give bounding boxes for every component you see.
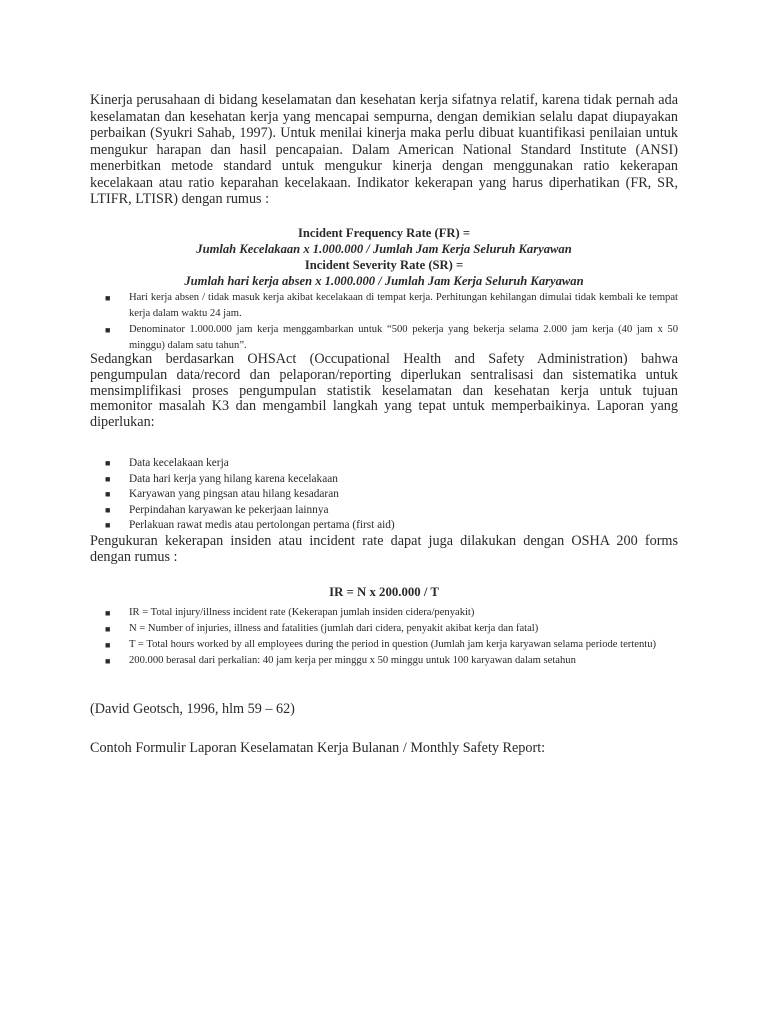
list-item: [90, 605, 678, 621]
sr-formula-text: Jumlah hari kerja absen x 1.000.000 / Jumlah Jam Kerja Seluruh Karyawan: [184, 274, 584, 288]
osha-paragraph: Sedangkan berdasarkan OHSAct (Occupational Health and Safety Administration) bahwa pengumpulan data/record dan pelaporan/reporting diperlukan sentralisasi dan sistematika untuk mensimplifikasi proses pengumpulan statistik keselamatan dan kesehatan kerja untuk tujuan memonitor masalah K3 dan mengambil langkah yang tepat untuk memperbaikinya. Laporan yang diperlukan:: [90, 351, 678, 431]
list-item: [90, 290, 678, 322]
fr-formula-text: Jumlah Kecelakaan x 1.000.000 / Jumlah Jam Kerja Seluruh Karyawan: [196, 242, 572, 256]
bullet-icon: ■: [105, 473, 111, 484]
list-item-text: Hari kerja absen / tidak masuk kerja akibat kecelakaan di tempat kerja. Perhitungan kehilangan dimulai tidak kembali ke tempat kerja dalam waktu 24 jam.: [129, 292, 678, 319]
bullet-icon: ■: [105, 458, 111, 468]
bullet-icon: ■: [105, 504, 111, 515]
list-item: [90, 637, 678, 653]
ir-notes-list: [90, 605, 678, 669]
bullet-icon: ■: [105, 608, 111, 618]
list-item-text: Perlakuan rawat medis atau pertolongan pertama (first aid): [129, 519, 395, 531]
list-item-text: Data hari kerja yang hilang karena kecelakaan: [129, 472, 338, 485]
ir-paragraph: Pengukuran kekerapan insiden atau incident rate dapat juga dilakukan dengan OSHA 200 forms dengan rumus :: [90, 533, 678, 565]
bullet-icon: ■: [105, 489, 111, 499]
reports-list: [90, 456, 678, 534]
bullet-icon: ■: [105, 656, 111, 666]
list-item-text: 200.000 berasal dari perkalian: 40 jam kerja per minggu x 50 minggu untuk 100 karyawan dalam setahun: [129, 655, 576, 666]
intro-paragraph: Kinerja perusahaan di bidang keselamatan dan kesehatan kerja sifatnya relatif, karena tidak pernah ada keselamatan dan kesehatan kerja yang mencapai sempurna, dengan demikian selalu dapat diupayakan perbaikan (Syukri Sahab, 1997). Untuk menilai kinerja maka perlu dibuat kuantifikasi penilaian untuk mengukur harapan dan hasil pencapaian. Dalam American National Standard Institute (ANSI) menerbitkan metode standard untuk mengukur kinerja dengan menggunakan ratio kekerapan kecelakaan atau ratio keparahan kecelakaan. Indikator kekerapan yang harus diperhatikan (FR, SR, LTIFR, LTISR) dengan rumus :: [90, 92, 678, 207]
list-item: [90, 456, 678, 472]
list-item-text: T = Total hours worked by all employees during the period in question (Jumlah jam kerja karyawan selama periode tertentu): [129, 639, 657, 650]
fr-title: Incident Frequency Rate (FR) =: [297, 226, 471, 240]
list-item: [90, 322, 678, 354]
list-item: [90, 487, 678, 503]
ir-formula: IR = N x 200.000 / T: [329, 585, 439, 599]
list-item-text: Perpindahan karyawan ke pekerjaan lainnya: [129, 503, 329, 516]
list-item: [90, 621, 678, 637]
list-item-text: Data kecelakaan kerja: [129, 457, 229, 469]
bullet-icon: ■: [105, 325, 111, 335]
citation: (David Geotsch, 1996, hlm 59 – 62): [90, 701, 295, 717]
form-caption: Contoh Formulir Laporan Keselamatan Kerja Bulanan / Monthly Safety Report:: [90, 740, 546, 756]
sr-title: Incident Severity Rate (SR) =: [304, 258, 464, 272]
fr-formula: [90, 242, 678, 258]
list-item: [90, 472, 678, 488]
sr-formula: [90, 274, 678, 290]
list-item-text: N = Number of injuries, illness and fatalities (jumlah dari cidera, penyakit akibat kerja dan fatal): [129, 623, 539, 634]
list-item-text: Denominator 1.000.000 jam kerja menggambarkan untuk “500 pekerja yang bekerja selama 2.000 jam kerja (40 jam x 50 minggu) dalam satu tahun”.: [129, 324, 678, 351]
bullet-icon: ■: [105, 520, 111, 530]
bullet-icon: ■: [105, 624, 111, 634]
formula-notes-list: [90, 290, 678, 354]
list-item: [90, 653, 678, 669]
list-item-text: Karyawan yang pingsan atau hilang kesadaran: [129, 488, 339, 500]
list-item: [90, 503, 678, 519]
list-item-text: IR = Total injury/illness incident rate (Kekerapan jumlah insiden cidera/penyakit): [129, 607, 475, 618]
bullet-icon: ■: [105, 293, 111, 303]
bullet-icon: ■: [105, 640, 111, 650]
list-item: [90, 518, 678, 534]
